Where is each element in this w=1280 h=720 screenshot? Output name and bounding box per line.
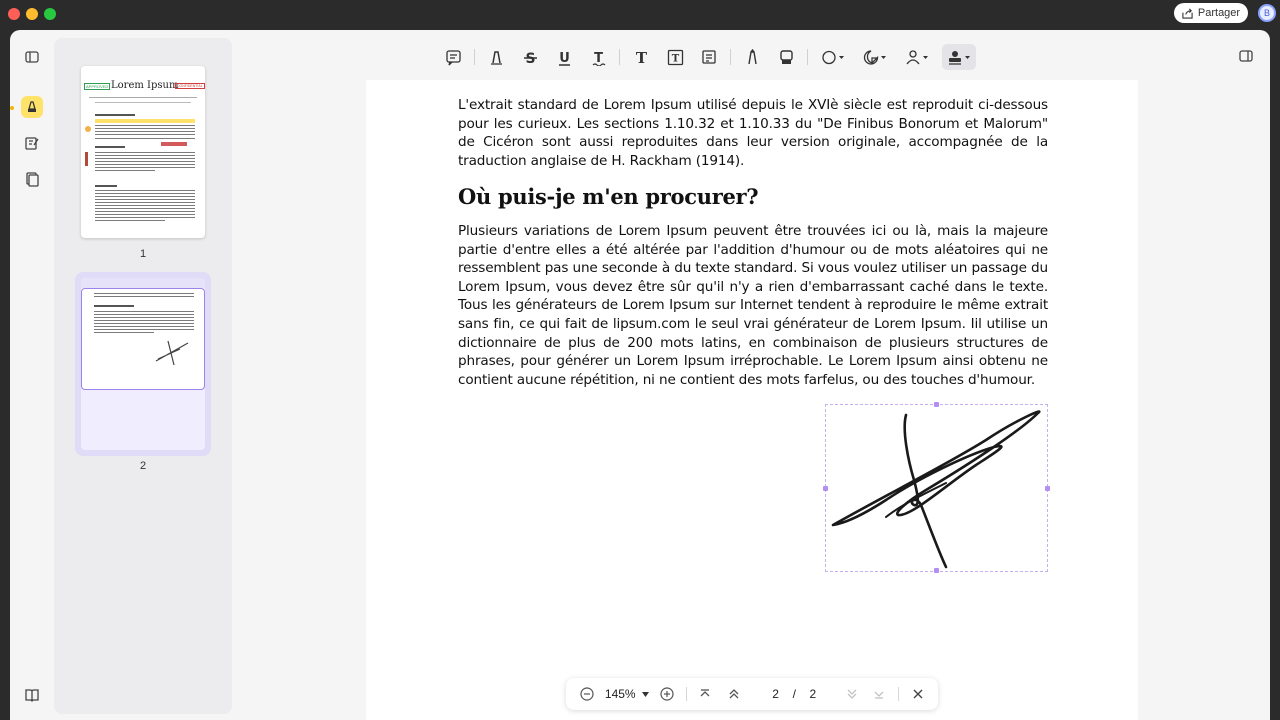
double-chevron-up-bar-icon [698,687,712,701]
highlighter-icon [24,99,40,115]
shape-tool[interactable] [816,44,850,70]
app-window [10,30,1270,720]
toggle-sidebar-button[interactable] [21,46,43,68]
double-chevron-up-icon [727,687,741,701]
signature-annotation[interactable] [825,404,1048,572]
zoom-in-button[interactable] [656,683,677,705]
svg-text:U: U [558,50,570,66]
double-chevron-down-bar-icon [872,687,886,701]
pencil-tool[interactable] [739,44,765,70]
signature-person-icon [905,49,929,66]
zoom-level: 145% [604,687,636,701]
thumbnail-page-1[interactable] [81,66,205,238]
svg-text:T: T [593,50,603,66]
document-page [366,80,1138,720]
organize-pages-button[interactable] [21,168,43,190]
current-page-input[interactable]: 2 [772,687,779,701]
text-underline-icon [590,49,607,66]
annotation-toolbar [440,44,1030,70]
previous-page-button[interactable] [724,683,745,705]
thumbnail-page-2-selected[interactable] [75,272,211,456]
comment-mode-button[interactable] [21,96,43,118]
share-label: Partager [1197,7,1241,19]
left-rail [10,30,52,720]
sticker-icon [863,49,887,66]
text-underline-tool[interactable] [585,44,611,70]
page-separator: / [792,687,796,701]
minimize-window-button[interactable] [26,8,38,20]
thumbnail-label-2: 2 [139,460,147,472]
first-page-button[interactable] [694,683,715,705]
comment-tool[interactable] [440,44,466,70]
zoom-in-icon [660,687,674,701]
thumb-stamp-confidential: CONFIDENTIAL [177,84,203,88]
highlighter-icon [488,49,505,66]
svg-text:S: S [524,50,536,66]
highlight-tool[interactable] [483,44,509,70]
sidebar-icon [24,49,40,65]
eraser-icon [778,49,795,66]
text-icon [633,49,650,66]
paragraph-intro: L'extrait standard de Lorem Ipsum utilisé depuis le XVIè siècle est reproduit ci-dessous pour les curieux. Les sections 1.10.32 et 1.10.33 du "De Finibus Bonorum et Malorum" de Cicéron sont aussi reproduites dans leur version originale, accompagnée de la traduction anglaise de H. Rackham (1914). [458,97,1048,169]
toggle-right-panel-button[interactable] [1238,48,1254,64]
thumbnail-page-2[interactable] [81,278,205,450]
total-pages: 2 [809,687,817,701]
thumb-stamp-approved: APPROVED [86,84,109,89]
pencil-icon [744,49,761,66]
zoom-select[interactable] [597,687,656,701]
reading-mode-button[interactable] [21,684,43,706]
thumbnail-panel [54,38,232,714]
double-chevron-down-icon [845,687,859,701]
thumbnail-page-2-content [81,288,205,390]
stamp-icon [947,49,971,66]
svg-text:T: T [635,48,647,66]
share-icon [1182,8,1193,19]
share-button[interactable] [1174,3,1248,23]
text-callout-tool[interactable] [696,44,722,70]
shape-circle-icon [821,49,845,66]
signature-tool[interactable] [900,44,934,70]
text-box-icon [667,49,684,66]
last-page-button[interactable] [869,683,890,705]
stamp-tool[interactable] [942,44,976,70]
comment-icon [445,49,462,66]
page-navigation-bar [566,678,938,710]
underline-icon [556,49,573,66]
sticker-tool[interactable] [858,44,892,70]
section-heading: Où puis-je m'en procurer? [458,184,759,209]
page-indicator [763,687,826,701]
book-icon [24,687,40,703]
right-panel-icon [1238,48,1254,64]
signature-drawing [826,405,1049,573]
strikethrough-icon [522,49,539,66]
text-tool[interactable] [628,44,654,70]
zoom-out-icon [580,687,594,701]
eraser-tool[interactable] [773,44,799,70]
pages-icon [24,171,40,187]
thumbnail-signature-icon [154,339,190,367]
text-box-tool[interactable] [662,44,688,70]
close-window-button[interactable] [8,8,20,20]
zoom-out-button[interactable] [576,683,597,705]
edit-mode-button[interactable] [21,132,43,154]
paragraph-body: Plusieurs variations de Lorem Ipsum peuvent être trouvées ici ou là, mais la majeure partie d'entre elles a été altérée par l'addition d'humour ou de mots aléatoires qui ne ressemblent pas une seconde à du texte standard. Si vous voulez utiliser un passage du Lorem Ipsum, vous devez être sûr qu'il n'y a rien d'embarrassant caché dans le texte. Tous les générateurs de Lorem Ipsum sur Internet tendent à reproduire le même extrait sans fin, ce qui fait de lipsum.com le seul vrai générateur de Lorem Ipsum. Iil utilise un dictionnaire de plus de 200 mots latins, en combinaison de plusieurs structures de phrases, pour générer un Lorem Ipsum irréprochable. Le Lorem Ipsum ainsi obtenu ne contient aucune répétition, ni ne contient des mots farfelus, ou des touches d'humour. [458,223,1048,388]
underline-tool[interactable] [551,44,577,70]
edit-document-icon [24,135,40,151]
next-page-button[interactable] [842,683,863,705]
window-titlebar [0,0,1280,30]
thumb-title: Lorem Ipsum [111,80,179,91]
text-callout-icon [701,49,718,66]
strikethrough-tool[interactable] [517,44,543,70]
close-navigation-button[interactable] [907,683,928,705]
profile-avatar[interactable]: B [1258,4,1276,22]
caret-down-icon [642,692,649,697]
svg-text:T: T [671,53,679,64]
maximize-window-button[interactable] [44,8,56,20]
close-icon [911,687,925,701]
active-indicator [10,106,14,110]
thumbnail-label-1: 1 [139,248,147,260]
